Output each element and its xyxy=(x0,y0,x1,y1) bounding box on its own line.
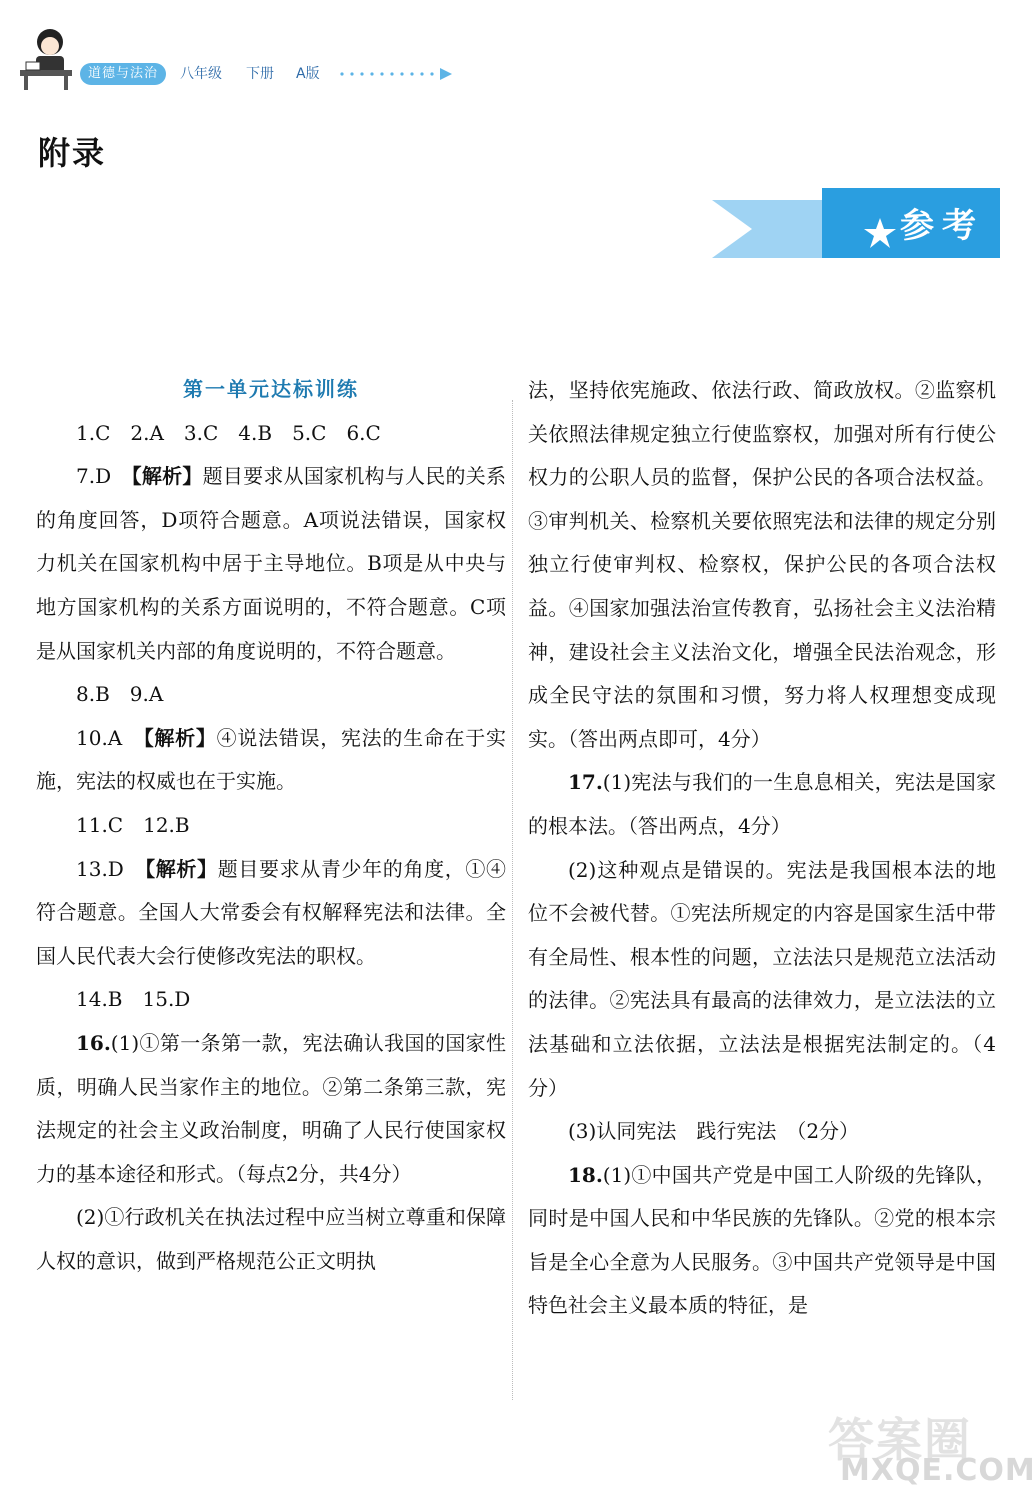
q18-number: 18. xyxy=(568,1162,603,1187)
student-mascot-icon xyxy=(16,22,76,92)
page-header xyxy=(0,0,1000,110)
q17-number: 17. xyxy=(568,770,603,795)
answers-11-12: 11.C 12.B xyxy=(76,812,190,837)
q16-1-text: (1)①第一条第一款，宪法确认我国的国家性质，明确人民当家作主的地位。②第二条第三款，宪法规定的社会主义政治制度，明确了人民行使国家权力的基本途径和形式。（每点2分，共4分） xyxy=(36,1030,506,1186)
q10-text: ④说法错误，宪法的生命在于实施，宪法的权威也在于实施。 xyxy=(36,725,507,794)
section-title: 附录 xyxy=(38,134,107,172)
q7-analysis-tag: 【解析】 xyxy=(131,464,203,489)
banner-label: 参考 xyxy=(900,206,984,246)
q13-number: 13.D xyxy=(76,856,124,881)
volume-label: 下册 xyxy=(246,66,274,82)
right-column xyxy=(528,369,996,1328)
answers-8-9: 8.B 9.A xyxy=(76,682,164,707)
watermark-cn: 答案圈 xyxy=(828,1413,972,1467)
question-17-part-3: (3)认同宪法 践行宪法 （2分） xyxy=(568,1119,860,1144)
question-10 xyxy=(36,717,506,804)
q16-2-continued: 法，坚持依宪施政、依法行政、简政放权。②监察机关依照法律规定独立行使监察权，加强对所有行使公权力的公职人员的监督，保护公民的各项合法权益。③审判机关、检察机关要依照宪法和法律的规定分别独立行使审判权、检察权，保护公民的各项合法权益。④国家加强法治宣传教育，弘扬社会主义法治精神，建设社会主义法治文化，增强全民法治观念，形成全民守法的氛围和习惯，努力将人权理想变成现实。（答出两点即可，4分） xyxy=(528,378,996,751)
question-16-part-1 xyxy=(36,1022,506,1196)
question-18-part-1 xyxy=(528,1154,996,1328)
answers-1-6: 1.C 2.A 3.C 4.B 5.C 6.C xyxy=(76,420,381,445)
question-17-part-1 xyxy=(528,761,996,848)
q7-text: 题目要求从国家机构与人民的关系的角度回答，D项符合题意。A项说法错误，国家权力机关在国家机构中居于主导地位。B项是从中央与地方国家机构的关系方面说明的，不符合题意。C项是从国家机关内部的角度说明的，不符合题意。 xyxy=(36,464,507,663)
subject-pill: 道德与法治 xyxy=(80,63,166,85)
q17-1-text: (1)宪法与我们的一生息息相关，宪法是国家的根本法。（答出两点，4分） xyxy=(528,770,996,838)
question-7 xyxy=(36,455,506,673)
q10-number: 10.A xyxy=(76,725,123,750)
unit-title: 第一单元达标训练 xyxy=(183,377,359,401)
q10-analysis-tag: 【解析】 xyxy=(143,725,217,750)
column-divider xyxy=(512,400,513,1400)
question-13 xyxy=(36,848,506,979)
question-17-part-2: (2)这种观点是错误的。宪法是我国根本法的地位不会被代替。①宪法所规定的内容是国家生活中带有全局性、根本性的问题，立法法只是规范立法活动的法律。②宪法具有最高的法律效力，是立法法的立法基础和立法依据，立法法是根据宪法制定的。（4分） xyxy=(528,857,996,1100)
q18-1-text: (1)①中国共产党是中国工人阶级的先锋队，同时是中国人民和中华民族的先锋队。②党的根本宗旨是全心全意为人民服务。③中国共产党领导是中国特色社会主义最本质的特征，是 xyxy=(528,1162,996,1318)
q7-number: 7.D xyxy=(76,464,112,489)
left-column xyxy=(36,368,506,1283)
q16-number: 16. xyxy=(76,1030,111,1055)
answers-14-15: 14.B 15.D xyxy=(76,987,191,1012)
grade-label: 八年级 xyxy=(180,66,222,82)
q13-text: 题目要求从青少年的角度，①④符合题意。全国人大常委会有权解释宪法和法律。全国人民代表大会行使修改宪法的职权。 xyxy=(36,856,507,968)
edition-label: A版 xyxy=(296,66,320,82)
question-16-part-2: (2)①行政机关在执法过程中应当树立尊重和保障人权的意识，做到严格规范公正文明执 xyxy=(36,1205,506,1273)
dotted-arrow-icon xyxy=(338,63,458,85)
watermark-url: MXQE.COM xyxy=(840,1453,1036,1488)
q13-analysis-tag: 【解析】 xyxy=(145,856,218,881)
